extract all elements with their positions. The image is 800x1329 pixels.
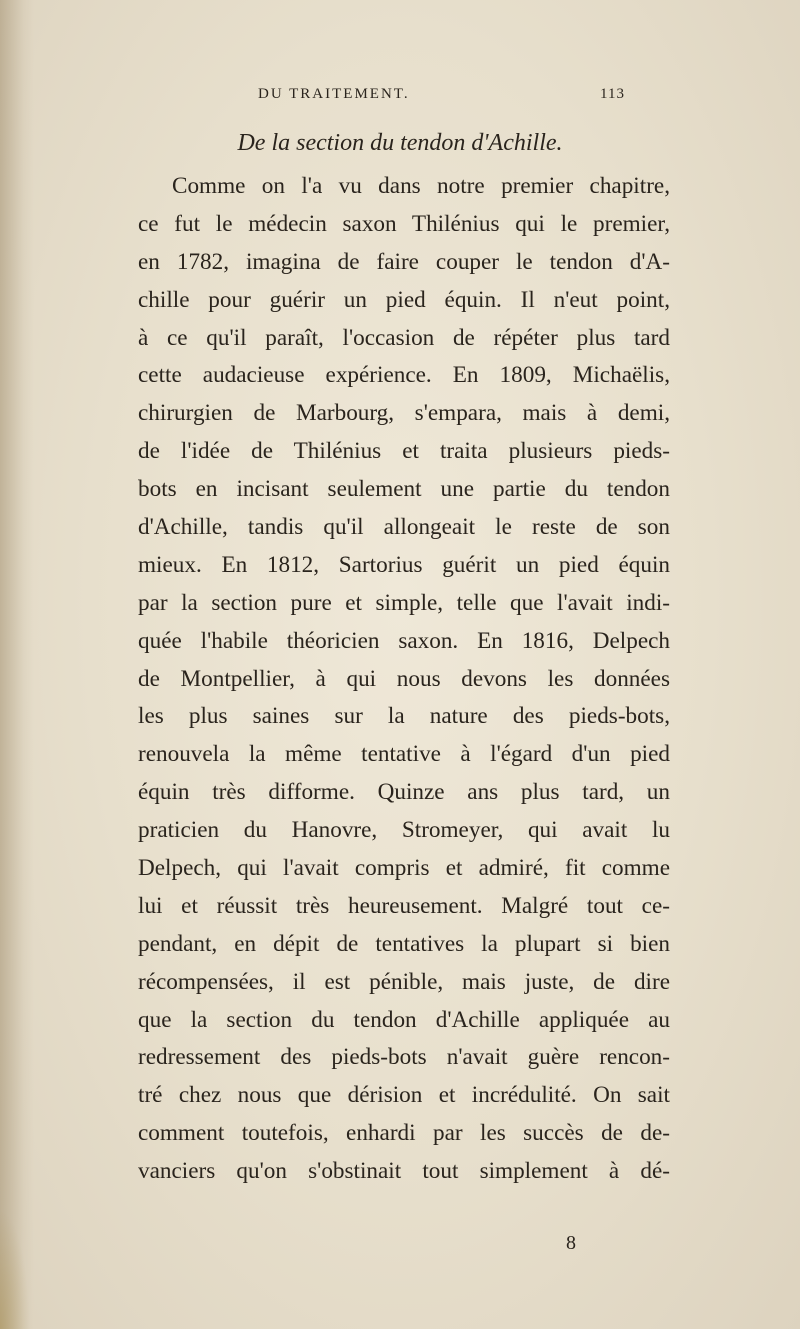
text-line: Delpech, qui l'avait compris et admiré, fit comme (138, 855, 670, 882)
text-line: par la section pure et simple, telle que l'avait indi- (138, 589, 670, 616)
text-line: d'Achille, tandis qu'il allongeait le reste de son (138, 514, 670, 541)
text-line: chille pour guérir un pied équin. Il n'eut point, (138, 286, 670, 313)
text-line: à ce qu'il paraît, l'occasion de répéter plus tard (138, 324, 670, 351)
text-line: comment toutefois, enhardi par les succès de de- (138, 1120, 670, 1147)
text-line: récompensées, il est pénible, mais juste, de dire (138, 968, 670, 995)
body-paragraph (138, 168, 670, 1191)
section-heading: De la section du tendon d'Achille. (237, 130, 563, 156)
text-line: cette audacieuse expérience. En 1809, Michaëlis, (138, 362, 670, 389)
text-line: de Montpellier, à qui nous devons les données (138, 665, 670, 692)
text-line: chirurgien de Marbourg, s'empara, mais à demi, (138, 400, 670, 427)
text-line: mieux. En 1812, Sartorius guérit un pied équin (138, 551, 670, 578)
text-line: quée l'habile théoricien saxon. En 1816, Delpech (138, 627, 670, 654)
text-line: de l'idée de Thilénius et traita plusieurs pieds- (138, 438, 670, 465)
text-line: les plus saines sur la nature des pieds-bots, (138, 703, 670, 730)
text-line: bots en incisant seulement une partie du tendon (138, 476, 670, 503)
running-title: DU TRAITEMENT. (258, 86, 410, 102)
text-line: Comme on l'a vu dans notre premier chapitre, (172, 173, 670, 199)
text-line: ce fut le médecin saxon Thilénius qui le premier, (138, 210, 670, 237)
text-line: renouvela la même tentative à l'égard d'un pied (138, 741, 670, 768)
page-number: 113 (600, 86, 625, 102)
text-line: vanciers qu'on s'obstinait tout simplement à dé- (138, 1158, 670, 1185)
text-line: redressement des pieds-bots n'avait guère rencon- (138, 1044, 670, 1071)
text-line: que la section du tendon d'Achille appliquée au (138, 1006, 670, 1033)
text-line: tré chez nous que dérision et incrédulité. On sait (138, 1082, 670, 1109)
text-line: pendant, en dépit de tentatives la plupart si bien (138, 930, 670, 957)
text-line: en 1782, imagina de faire couper le tendon d'A- (138, 248, 670, 275)
text-line: lui et réussit très heureusement. Malgré tout ce- (138, 892, 670, 919)
text-line: praticien du Hanovre, Stromeyer, qui avait lu (138, 817, 670, 844)
signature-mark: 8 (566, 1232, 576, 1254)
running-head (0, 86, 800, 112)
text-line: équin très difforme. Quinze ans plus tard, un (138, 779, 670, 806)
